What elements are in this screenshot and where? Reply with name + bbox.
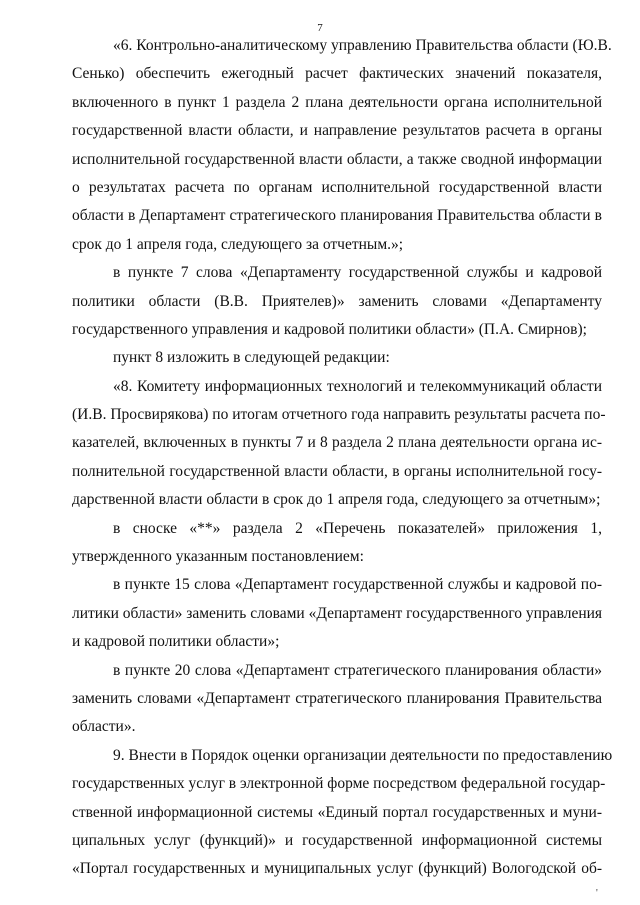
text-line: государственной власти области, и направление результатов расчета в органы xyxy=(72,122,602,140)
text-line: 9. Внести в Порядок оценки организации деятельности по предоставлению xyxy=(113,746,613,764)
text-line: государственного управления и кадровой политики области» (П.А. Смирнов); xyxy=(72,320,587,338)
text-line: политики области (В.В. Приятелев)» заменить словами «Департаменту xyxy=(72,292,602,310)
text-line: полнительной государственной власти области, в органы исполнительной госу- xyxy=(72,462,602,480)
text-line: в пункте 7 слова «Департаменту государственной службы и кадровой xyxy=(113,264,602,282)
text-line: в пункте 15 слова «Департамент государственной службы и кадровой по- xyxy=(113,576,602,594)
paragraph-item-8-intro xyxy=(72,344,602,372)
text-line: государственных услуг в электронной форме посредством федеральной государ- xyxy=(72,775,606,793)
text-line: исполнительной государственной власти области, а также сводной информации xyxy=(72,150,602,168)
paragraph-item-6 xyxy=(72,32,612,259)
text-line: Сенько) обеспечить ежегодный расчет фактических значений показателя, xyxy=(72,65,602,83)
text-line: утвержденного указанным постановлением: xyxy=(72,548,364,566)
text-line: дарственной власти области в срок до 1 апреля года, следующего за отчетным»; xyxy=(72,491,601,509)
text-line: области». xyxy=(72,718,136,736)
text-line: (И.В. Просвирякова) по итогам отчетного года направить результаты расчета по- xyxy=(72,406,606,424)
paragraph-item-15 xyxy=(72,571,602,656)
paragraph-item-7 xyxy=(72,259,602,344)
text-line: казателей, включенных в пункты 7 и 8 раздела 2 плана деятельности органа ис- xyxy=(72,434,602,452)
text-line: включенного в пункт 1 раздела 2 плана деятельности органа исполнительной xyxy=(72,93,602,111)
text-line: пункт 8 изложить в следующей редакции: xyxy=(113,349,390,367)
text-line: заменить словами «Департамент стратегического планирования Правительства xyxy=(72,689,602,707)
text-line: срок до 1 апреля года, следующего за отчетным.»; xyxy=(72,235,404,253)
text-line: «6. Контрольно-аналитическому управлению Правительства области (Ю.В. xyxy=(113,37,612,54)
text-line: области в Департамент стратегического планирования Правительства области в xyxy=(72,207,602,225)
text-line: «Портал государственных и муниципальных услуг (функций) Вологодской об- xyxy=(72,860,602,878)
text-line: и кадровой политики области»; xyxy=(72,633,280,651)
scan-mark: ' xyxy=(596,888,598,899)
text-line: в сноске «**» раздела 2 «Перечень показателей» приложения 1, xyxy=(113,519,602,537)
document-body xyxy=(72,32,613,884)
text-line: ственной информационной системы «Единый портал государственных и муни- xyxy=(72,803,602,821)
text-line: литики области» заменить словами «Департамент государственного управления xyxy=(72,604,603,622)
paragraph-item-8 xyxy=(72,373,606,515)
page-number: 7 xyxy=(317,22,323,34)
text-line: «8. Комитету информационных технологий и телекоммуникаций области xyxy=(113,377,602,395)
paragraph-footnote xyxy=(72,515,602,572)
text-line: о результатах расчета по органам исполнительной государственной власти xyxy=(72,178,602,196)
text-line: ципальных услуг (функций)» и государственной информационной системы xyxy=(72,831,602,849)
text-line: в пункте 20 слова «Департамент стратегического планирования области» xyxy=(113,661,602,679)
paragraph-item-9 xyxy=(72,742,613,884)
paragraph-item-20 xyxy=(72,657,602,742)
